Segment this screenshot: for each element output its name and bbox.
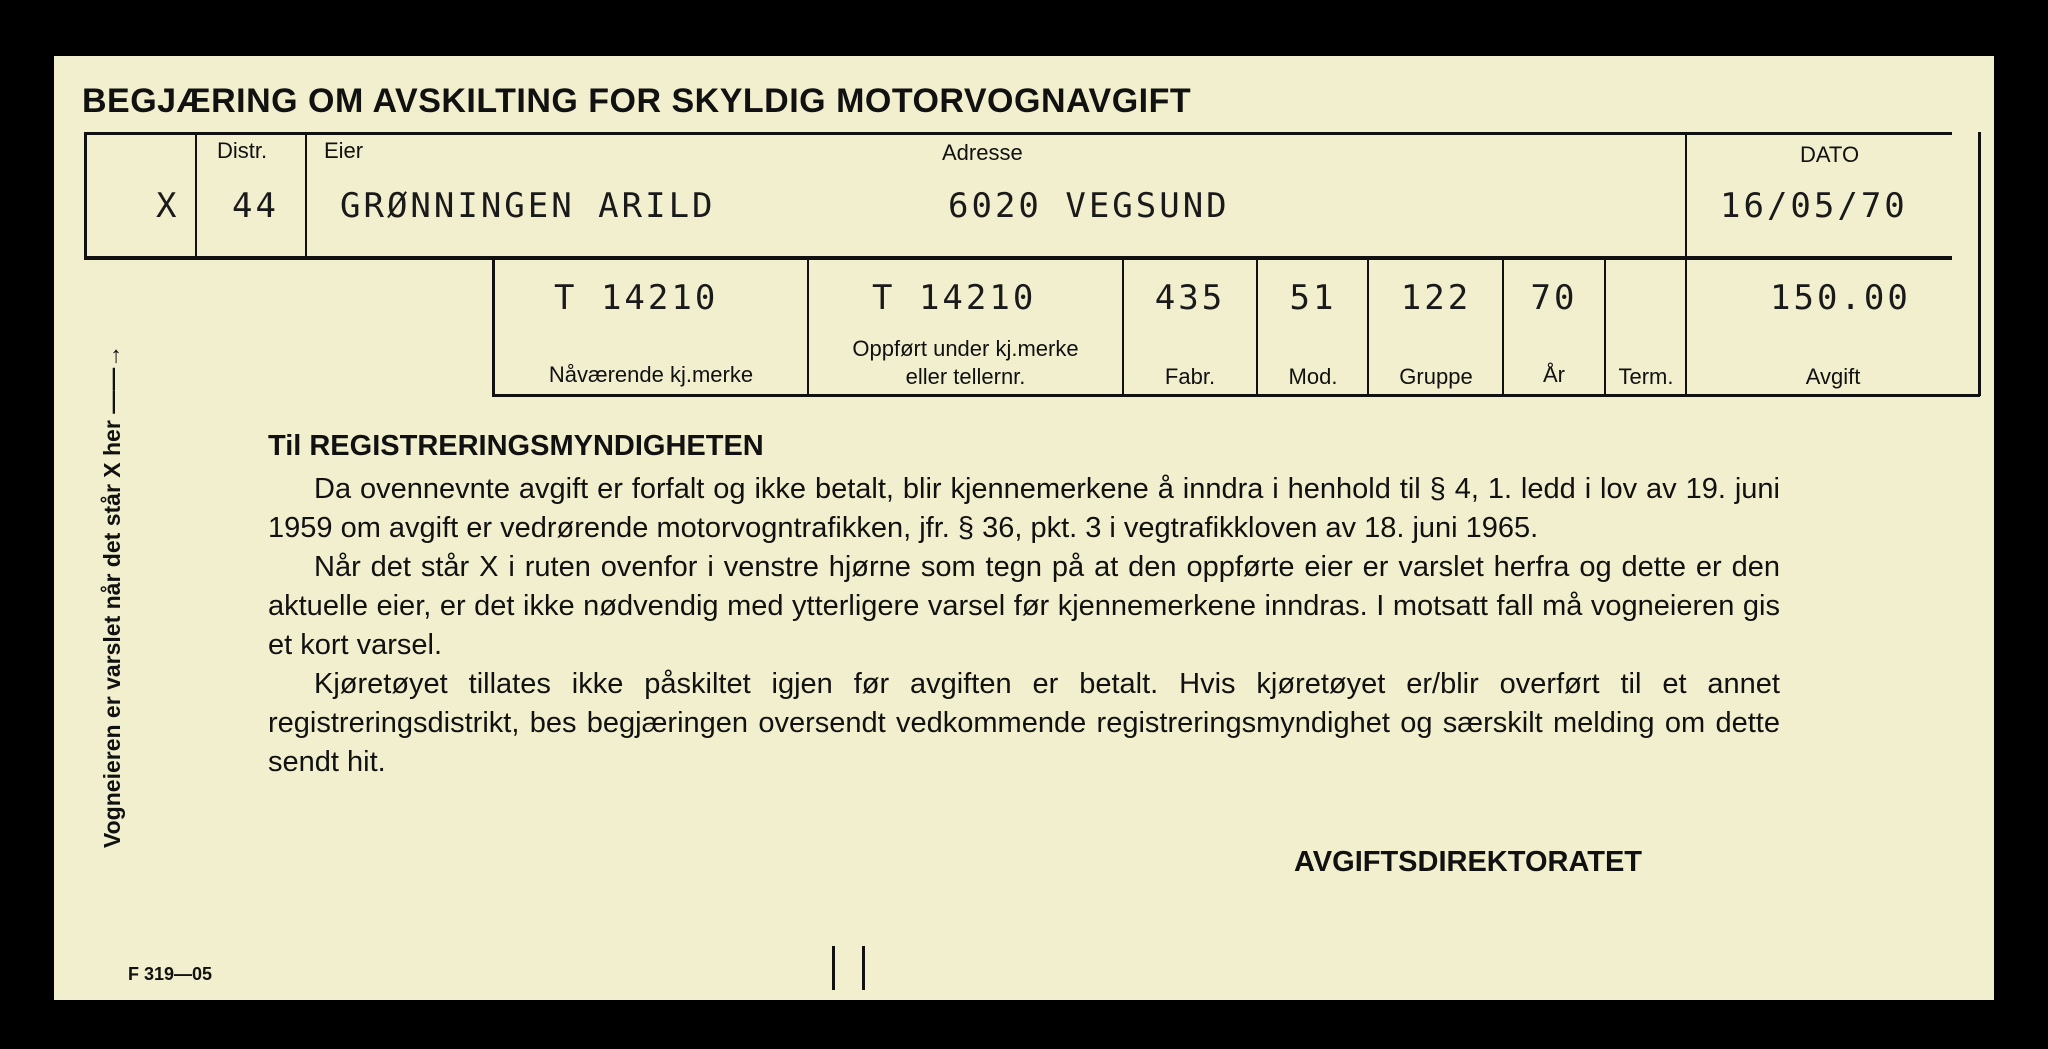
header-top-rule (84, 132, 1952, 135)
mod-label: Mod. (1288, 364, 1338, 389)
eier-label: Eier (324, 138, 364, 163)
distr-label: Distr. (217, 138, 268, 163)
current-plate-value: T 14210 (554, 278, 719, 318)
vehicle-bottom-rule (492, 394, 1980, 397)
body-heading: Til REGISTRERINGSMYNDIGHETEN (268, 430, 764, 462)
signature: AVGIFTSDIREKTORATET (1294, 846, 1642, 878)
form-number: F 319—05 (128, 964, 213, 984)
cut-mark-left (832, 946, 835, 990)
gruppe-value: 122 (1400, 278, 1472, 318)
current-plate-label: Nåværende kj.merke (548, 362, 754, 387)
registered-plate-value: T 14210 (872, 278, 1037, 318)
eier-value: GRØNNINGEN ARILD (340, 186, 716, 226)
avgift-value: 150.00 (1770, 278, 1911, 318)
adresse-value: 6020 VEGSUND (948, 186, 1230, 226)
header-divider-dato (1685, 132, 1687, 258)
fabr-value: 435 (1154, 278, 1226, 318)
body-text (268, 470, 1780, 782)
ar-label: År (1543, 362, 1565, 387)
gruppe-label: Gruppe (1399, 364, 1473, 389)
ar-value: 70 (1530, 278, 1578, 318)
adresse-label: Adresse (942, 140, 1023, 165)
cut-mark-right (862, 946, 865, 990)
form-card (54, 56, 1994, 1000)
header-divider-x (195, 132, 197, 258)
notified-mark: X (156, 186, 180, 226)
header-right-rule (1978, 132, 1981, 258)
paragraph-1: Da ovennevnte avgift er forfalt og ikke betalt, blir kjennemerkene å inndra i henhold til § 4, 1. ledd i lov av 19. juni 1959 om avgift er vedrørende motorvogntrafikken, jfr. § 36, pkt. 3 i vegtrafikkloven av 18. juni 1965. (268, 473, 1780, 544)
header-bottom-rule (84, 256, 1952, 260)
dato-value: 16/05/70 (1720, 186, 1908, 226)
term-label: Term. (1618, 364, 1674, 389)
registered-plate-label-1: Oppført under kj.merke (852, 336, 1079, 361)
paragraph-2: Når det står X i ruten ovenfor i venstre hjørne som tegn på at den oppførte eier er varslet herfra og dette er den aktuelle eier, er det ikke nødvendig med ytterligere varsel før kjennemerkene inndras. I motsatt fall må vogneieren gis et kort varsel. (268, 551, 1780, 661)
header-left-rule (84, 132, 87, 258)
paragraph-3: Kjøretøyet tillates ikke påskiltet igjen før avgiften er betalt. Hvis kjøretøyet er/blir overført til et annet registreringsdistrikt, bes begjæringen oversendt vedkommende registreringsmyndighet og særskilt melding om dette sendt hit. (268, 668, 1780, 778)
header-divider-distr (305, 132, 307, 258)
fabr-label: Fabr. (1164, 364, 1216, 389)
mod-value: 51 (1289, 278, 1337, 318)
form-title: BEGJÆRING OM AVSKILTING FOR SKYLDIG MOTORVOGNAVGIFT (82, 82, 1192, 120)
registered-plate-label-2: eller tellernr. (905, 364, 1026, 389)
distr-value: 44 (232, 186, 279, 226)
dato-label: DATO (1800, 142, 1860, 167)
avgift-label: Avgift (1805, 364, 1861, 389)
side-note: Vogneieren er varslet når det står X her ——→ (99, 344, 125, 848)
